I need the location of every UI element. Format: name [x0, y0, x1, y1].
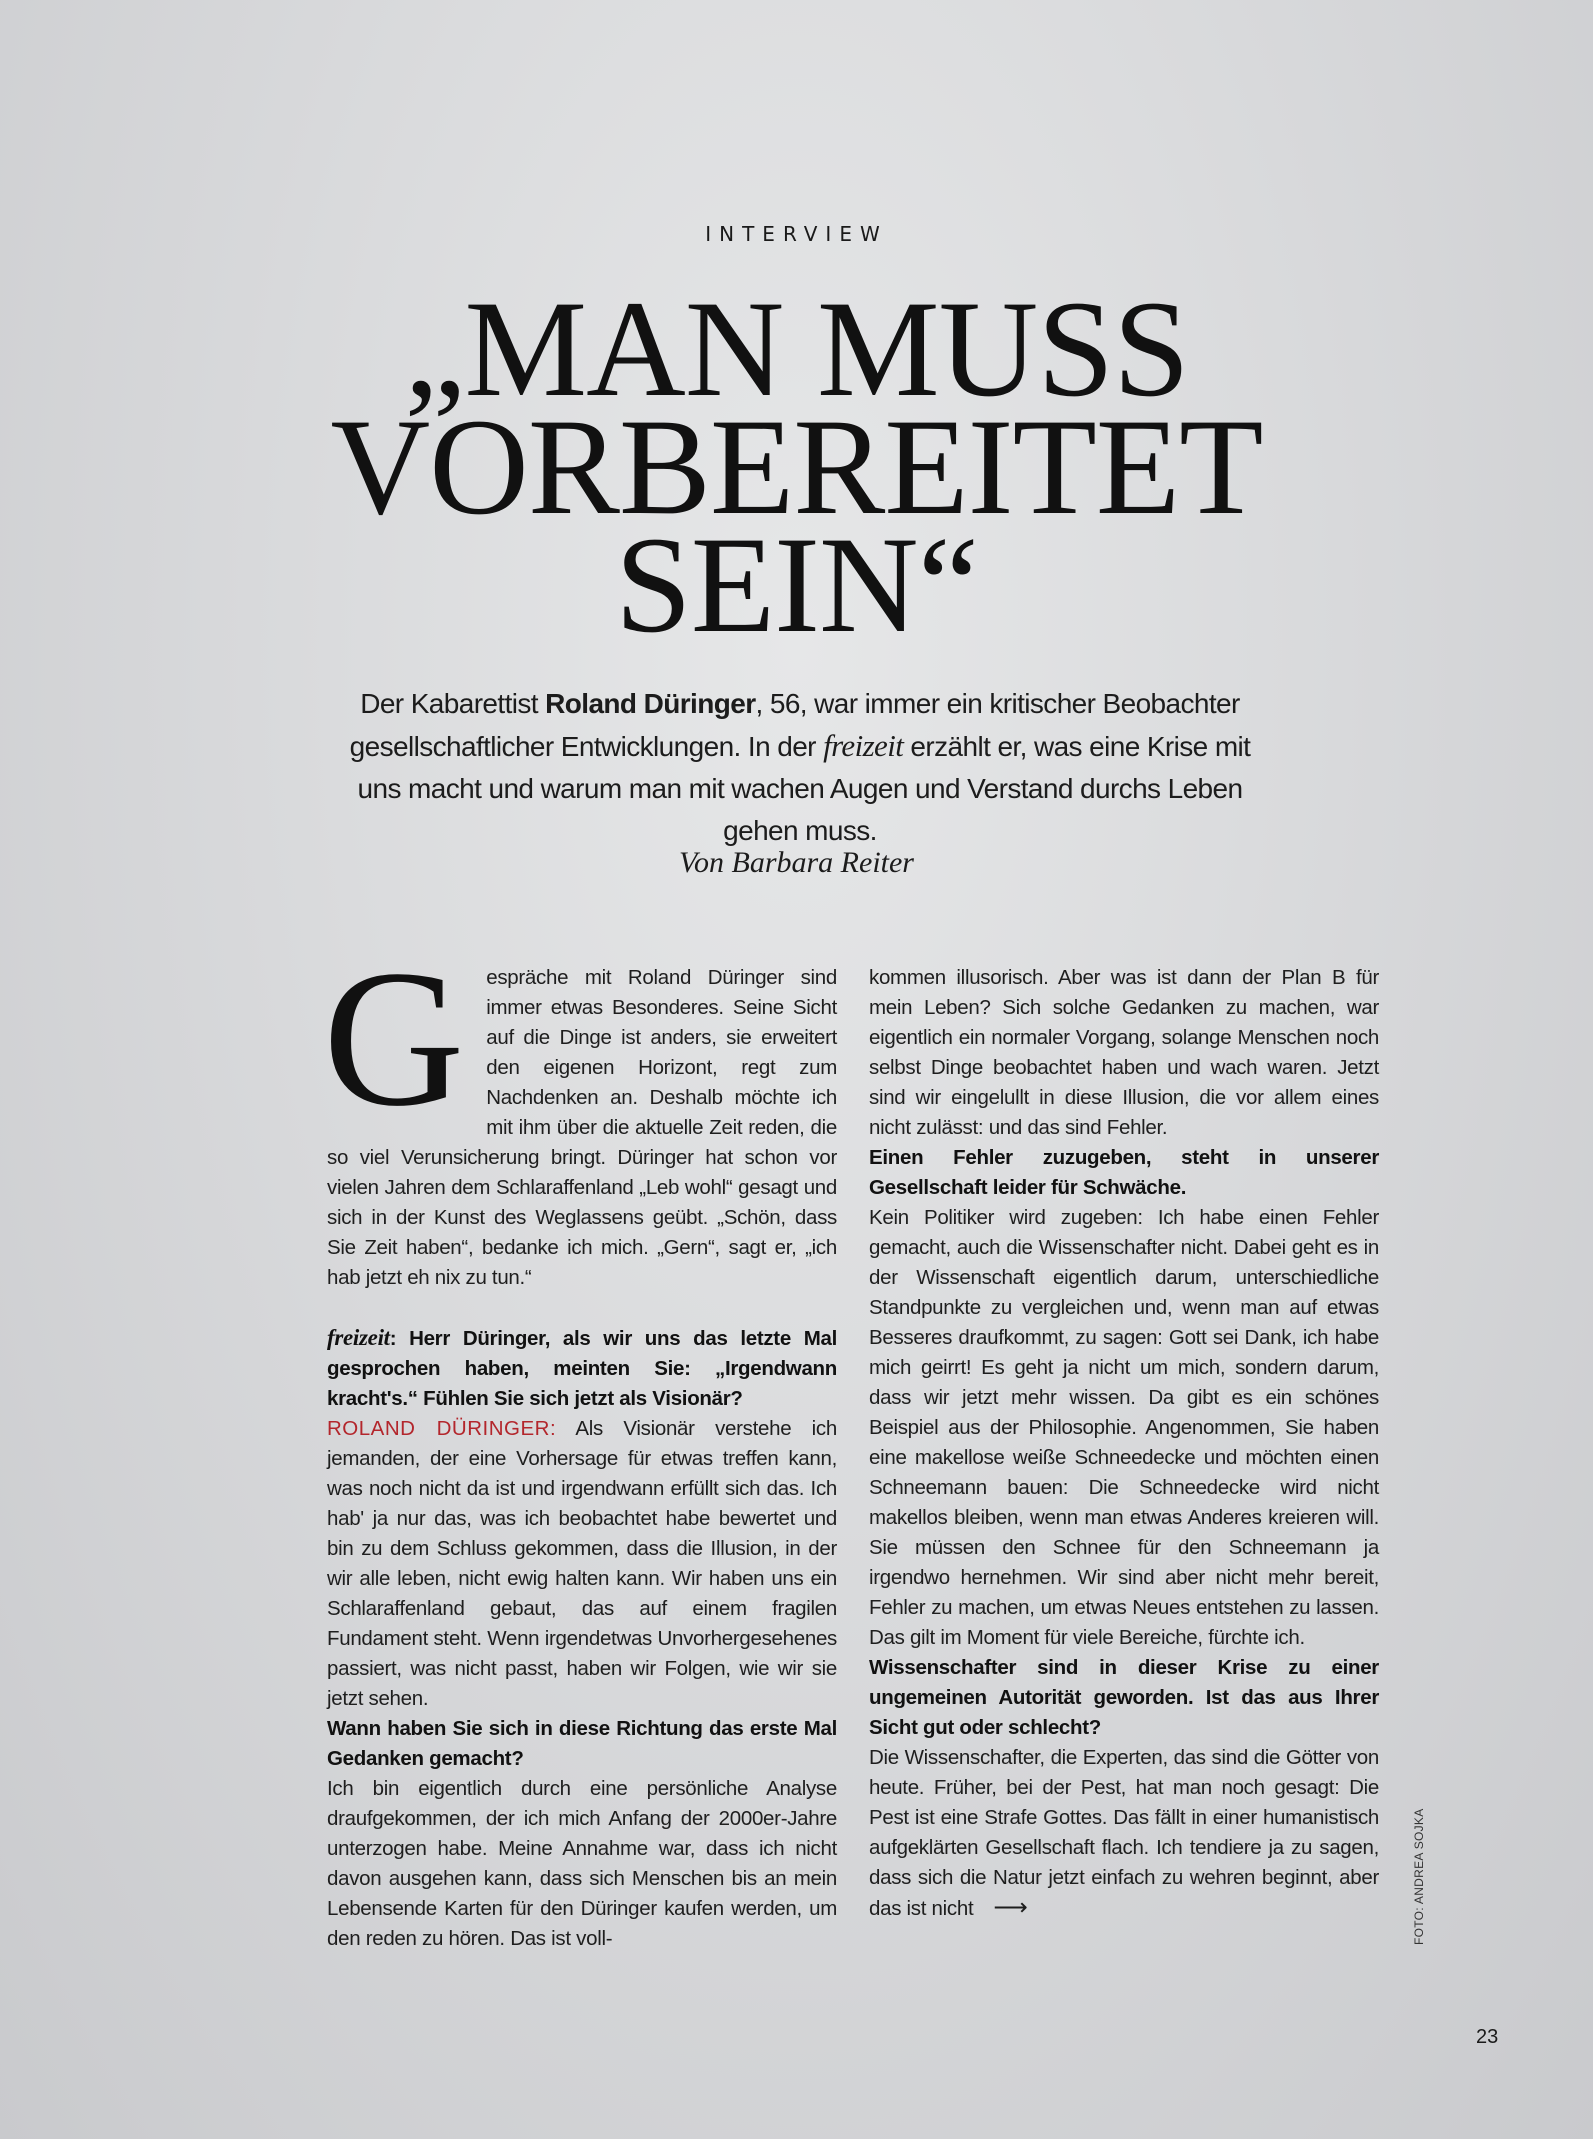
lead-text-2: , 56, war immer ein kritischer Beobachter gesellschaftlicher Entwicklungen. In der — [349, 688, 1240, 762]
question-1-text: : Herr Düringer, als wir uns das letzte Mal gesprochen haben, meinten Sie: „Irgendwann kracht's.“ Fühlen Sie sich jetzt als Visionär? — [327, 1327, 837, 1410]
byline: Von Barbara Reiter — [679, 846, 914, 879]
question-2: Wann haben Sie sich in diese Richtung das erste Mal Gedanken gemacht? — [327, 1717, 837, 1770]
text-column-1 — [323, 930, 837, 1954]
question-4: Wissenschafter sind in dieser Krise zu einer ungemeinen Autorität geworden. Ist das aus Ihrer Sicht gut oder schlecht? — [869, 1656, 1379, 1739]
page-number: 23 — [1476, 2026, 1499, 2048]
answer-4 — [869, 1743, 1379, 1924]
lead-paragraph — [330, 683, 1270, 852]
question-1 — [327, 1323, 837, 1414]
answer-3: Kein Politiker wird zugeben: Ich habe einen Fehler gemacht, auch die Wissenschafter nicht. Dabei geht es in der Wissenschaft eigentlich darum, unterschiedliche Standpunkte zu vergleichen und, wenn man auf etwas Besseres draufkommt, zu sagen: Gott sei Dank, ich habe mich geirrt! Es geht ja nicht um mich, sondern darum, dass wir jetzt mehr wissen. Da gibt es ein schönes Beispiel aus der Philosophie. Angenommen, Sie haben eine makellose weiße Schneedecke und möchten einen Schneemann bauen: Die Schneedecke wird nicht makellos bleiben, wenn man etwas Anderes kreieren will. Sie müssen den Schnee für den Schneemann ja irgendwo hernehmen. Wir sind aber nicht mehr bereit, Fehler zu machen, um etwas Neues entstehen zu lassen. Das gilt im Moment für viele Bereiche, fürchte ich. — [869, 1206, 1379, 1649]
question-3: Einen Fehler zuzugeben, steht in unserer Gesellschaft leider für Schwäche. — [869, 1146, 1379, 1199]
lead-name: Roland Düringer — [545, 688, 756, 719]
answer-1 — [327, 1414, 837, 1714]
headline-line-1: „MAN MUSS — [404, 272, 1189, 425]
question-magazine-name: freizeit — [327, 1325, 390, 1350]
lead-text-3: erzählt er, was eine Krise mit uns macht und warum man mit wachen Augen und Verstand durchs Leben gehen muss. — [357, 731, 1251, 846]
headline-line-2: VORBEREITET — [330, 390, 1263, 543]
answer-2: Ich bin eigentlich durch eine persönliche Analyse draufgekommen, der ich mich Anfang der 2000er-Jahre unterzogen habe. Meine Annahme war, dass ich nicht davon ausgehen kann, dass sich Menschen bis an mein Lebensende Karten für den Düringer kaufen werden, um den reden zu hören. Das ist voll- — [327, 1777, 837, 1950]
lead-magazine-name: freizeit — [823, 728, 904, 763]
photo-credit: FOTO: ANDREA SOJKA — [1412, 1808, 1426, 1945]
answer-2-continued: kommen illusorisch. Aber was ist dann der Plan B für mein Leben? Sich solche Gedanken zu machen, war eigentlich ein normaler Vorgang, solange Menschen noch selbst Dinge beobachtet haben und wach waren. Jetzt sind wir eingelullt in diese Illusion, die vor allem eines nicht zulässt: und das sind Fehler. — [869, 966, 1379, 1139]
answer-1-text: Als Visionär verstehe ich jemanden, der eine Vorhersage für etwas treffen kann, was noch nicht da ist und irgendwann erfüllt sich das. Ich hab' ja nur das, was ich beobachtet habe bewertet und bin zu dem Schluss gekommen, dass die Illusion, in der wir alle leben, nicht ewig halten kann. Wir haben uns ein Schlaraffenland gebaut, das auf einem fragilen Fundament steht. Wenn irgendetwas Unvorhergesehenes passiert, was nicht passt, haben wir Folgen, wie wir sie jetzt sehen. — [327, 1417, 837, 1710]
text-column-2 — [869, 963, 1379, 1924]
intro-paragraph — [323, 930, 837, 1293]
lead-text-1: Der Kabarettist — [360, 688, 546, 719]
answer-4-text: Die Wissenschafter, die Experten, das sind die Götter von heute. Früher, bei der Pest, hat man noch gesagt: Die Pest ist eine Strafe Gottes. Das fällt in einer humanistisch aufgeklärten Gesellschaft flach. Ich tendiere ja zu sagen, dass sich die Natur jetzt einfach zu wehren beginnt, aber das ist nicht — [869, 1746, 1379, 1920]
intro-text: espräche mit Roland Düringer sind immer etwas Besonderes. Seine Sicht auf die Dinge ist anders, sie erweitert den eigenen Horizont, regt zum Nachdenken an. Deshalb möchte ich mit ihm über die aktuelle Zeit reden, die so viel Verunsicherung bringt. Düringer hat schon vor vielen Jahren dem Schlaraffenland „Leb wohl“ gesagt und sich in der Kunst des Weglassens geübt. „Schön, dass Sie Zeit haben“, bedanke ich mich. „Gern“, sagt er, „ich hab jetzt eh nix zu tun.“ — [327, 966, 837, 1289]
section-kicker: INTERVIEW — [705, 222, 888, 246]
speaker-label: ROLAND DÜRINGER: — [327, 1417, 557, 1440]
continue-arrow-icon: ⟶ — [993, 1894, 1028, 1921]
headline-line-3: SEIN“ — [615, 508, 978, 661]
drop-cap: G — [323, 930, 465, 1147]
headline — [0, 272, 1593, 661]
